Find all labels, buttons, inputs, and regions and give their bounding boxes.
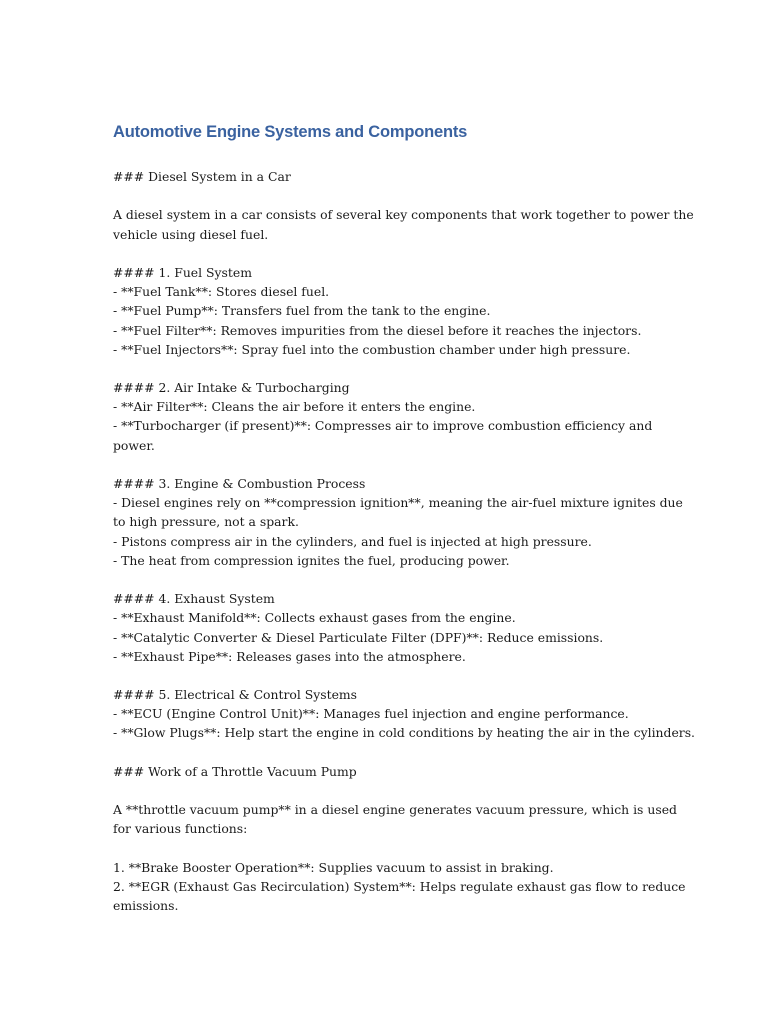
blank-line (113, 570, 673, 589)
text-line: to high pressure, not a spark. (113, 514, 299, 530)
text-line: power. (113, 437, 155, 453)
text-line: #### 5. Electrical & Control Systems (113, 687, 358, 703)
blank-line (113, 455, 673, 474)
text-line: ### Diesel System in a Car (113, 169, 291, 184)
text-line: - **Fuel Tank**: Stores diesel fuel. (113, 284, 330, 300)
blank-line (113, 186, 673, 205)
text-line: - **Exhaust Pipe**: Releases gases into the atmosphere. (113, 648, 466, 664)
blank-line (113, 359, 673, 378)
blank-line (113, 839, 673, 858)
text-line: #### 4. Exhaust System (113, 591, 275, 607)
blank-line (113, 743, 673, 762)
text-line: - **Turbocharger (if present)**: Compresses air to improve combustion efficiency and (113, 418, 653, 434)
text-line: - **Fuel Filter**: Removes impurities from the diesel before it reaches the injectors. (113, 322, 642, 338)
text-line: A diesel system in a car consists of several key components that work together to power the (113, 207, 694, 223)
text-line: - The heat from compression ignites the fuel, producing power. (113, 552, 510, 568)
text-line: - **Glow Plugs**: Help start the engine in cold conditions by heating the air in the cylinders. (113, 725, 695, 741)
text-line: #### 2. Air Intake & Turbocharging (113, 380, 350, 396)
text-line: - **Catalytic Converter & Diesel Particulate Filter (DPF)**: Reduce emissions. (113, 629, 604, 645)
document-title: Automotive Engine Systems and Components (113, 123, 468, 141)
text-line: - **ECU (Engine Control Unit)**: Manages fuel injection and engine performance. (113, 706, 629, 722)
text-line: - **Exhaust Manifold**: Collects exhaust gases from the engine. (113, 610, 516, 626)
text-line: - Pistons compress air in the cylinders, and fuel is injected at high pressure. (113, 533, 592, 549)
text-line: emissions. (113, 898, 179, 914)
blank-line (113, 781, 673, 800)
document-body (113, 167, 695, 915)
text-line: - **Fuel Injectors**: Spray fuel into the combustion chamber under high pressure. (113, 341, 631, 357)
text-line: - **Air Filter**: Cleans the air before it enters the engine. (113, 399, 476, 415)
text-line: - **Fuel Pump**: Transfers fuel from the tank to the engine. (113, 303, 491, 319)
text-line: vehicle using diesel fuel. (113, 226, 269, 242)
text-line: #### 3. Engine & Combustion Process (113, 476, 366, 491)
text-line: ### Work of a Throttle Vacuum Pump (113, 763, 357, 779)
blank-line (113, 666, 673, 685)
blank-line (113, 244, 673, 263)
text-line: 1. **Brake Booster Operation**: Supplies vacuum to assist in braking. (113, 859, 554, 875)
text-line: 2. **EGR (Exhaust Gas Recirculation) System**: Helps regulate exhaust gas flow to reduce (113, 878, 686, 894)
text-line: #### 1. Fuel System (113, 264, 252, 280)
text-line: - Diesel engines rely on **compression ignition**, meaning the air-fuel mixture ignites due (113, 495, 683, 511)
text-line: for various functions: (113, 821, 248, 837)
text-line: A **throttle vacuum pump** in a diesel engine generates vacuum pressure, which is used (113, 802, 677, 818)
